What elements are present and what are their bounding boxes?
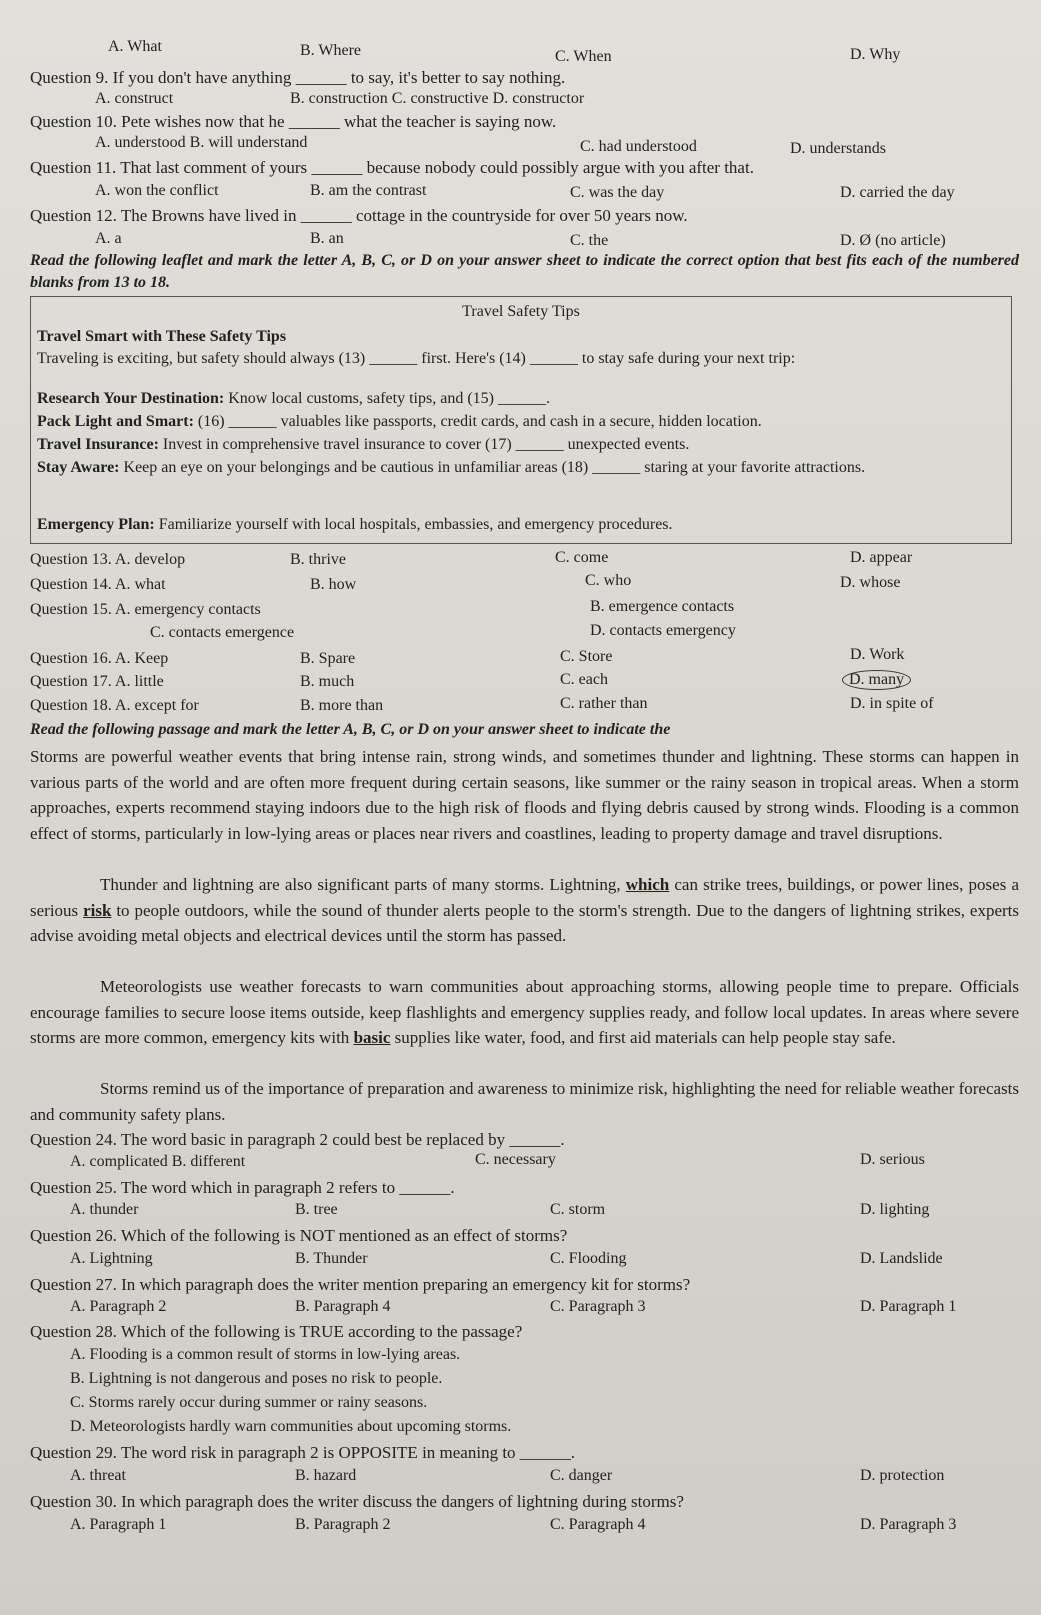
aware-label: Stay Aware: <box>37 459 120 476</box>
q25-option-a: A. thunder <box>70 1201 139 1218</box>
p3-part-b: supplies like water, food, and first aid materials can help people stay safe. <box>390 1028 896 1047</box>
q30-option-c: C. Paragraph 4 <box>550 1516 646 1533</box>
q29-option-a: A. threat <box>70 1467 126 1484</box>
q28-option-b: B. Lightning is not dangerous and poses no risk to people. <box>70 1370 443 1387</box>
leaflet-research <box>37 389 1005 408</box>
question-11: Question 11. That last comment of yours ______ because nobody could possibly argue with you after that. <box>30 158 754 177</box>
p2-part-a: Thunder and lightning are also significant parts of many storms. Lightning, <box>100 875 626 894</box>
insurance-label: Travel Insurance: <box>37 436 159 453</box>
q15-option-d: D. contacts emergency <box>590 622 736 639</box>
emergency-text: Familiarize yourself with local hospitals, embassies, and emergency procedures. <box>154 516 673 533</box>
q17-option-b: B. much <box>300 673 355 690</box>
question-24: Question 24. The word basic in paragraph 2 could best be replaced by ______. <box>30 1130 565 1149</box>
q14-option-c: C. who <box>585 572 632 589</box>
q27-option-a: A. Paragraph 2 <box>70 1298 167 1315</box>
q26-option-b: B. Thunder <box>295 1250 368 1267</box>
q28-option-d: D. Meteorologists hardly warn communities about upcoming storms. <box>70 1418 512 1435</box>
leaflet-heading: Travel Smart with These Safety Tips <box>37 328 287 345</box>
leaflet-emergency <box>37 515 1005 534</box>
option-b: B. Where <box>300 42 362 59</box>
q10-option-c: C. had understood <box>580 138 697 155</box>
q30-option-d: D. Paragraph 3 <box>860 1516 957 1533</box>
option-d: D. Why <box>850 46 901 63</box>
q14-option-d: D. whose <box>840 574 901 591</box>
q13-option-b: B. thrive <box>290 551 346 568</box>
q12-option-c: C. the <box>570 232 609 249</box>
q10-option-d: D. understands <box>790 140 886 157</box>
q18-option-b: B. more than <box>300 697 384 714</box>
question-25: Question 25. The word which in paragraph 2 refers to ______. <box>30 1178 455 1197</box>
word-risk: risk <box>83 900 112 920</box>
insurance-text: Invest in comprehensive travel insurance to cover (17) ______ unexpected events. <box>158 436 690 453</box>
word-which: which <box>625 875 670 894</box>
q28-option-c: C. Storms rarely occur during summer or rainy seasons. <box>70 1394 428 1411</box>
q27-option-d: D. Paragraph 1 <box>860 1298 957 1315</box>
q17-option-d-circled: D. many <box>842 670 911 690</box>
q26-option-d: D. Landslide <box>860 1250 943 1267</box>
q16-option-a: Question 16. A. Keep <box>30 650 169 667</box>
q18-option-c: C. rather than <box>560 695 648 712</box>
aware-text: Keep an eye on your belongings and be cautious in unfamiliar areas (18) ______ staring at your favorite attractions. <box>119 459 866 476</box>
leaflet-title: Travel Safety Tips <box>462 303 580 320</box>
q26-option-c: C. Flooding <box>550 1250 627 1267</box>
question-12: Question 12. The Browns have lived in ______ cottage in the countryside for over 50 years now. <box>30 206 688 225</box>
q11-option-c: C. was the day <box>570 184 665 201</box>
q29-option-b: B. hazard <box>295 1467 357 1484</box>
question-27: Question 27. In which paragraph does the writer mention preparing an emergency kit for storms? <box>30 1275 691 1294</box>
q15-option-a: Question 15. A. emergency contacts <box>30 601 261 618</box>
q25-option-c: C. storm <box>550 1201 606 1218</box>
q28-option-a: A. Flooding is a common result of storms in low-lying areas. <box>70 1346 461 1363</box>
research-label: Research Your Destination: <box>37 390 225 407</box>
leaflet-insurance <box>37 435 1005 454</box>
leaflet-pack <box>37 412 1005 431</box>
leaflet-aware <box>37 458 1005 477</box>
q29-option-d: D. protection <box>860 1467 945 1484</box>
q18-option-d: D. in spite of <box>850 695 934 712</box>
leaflet-box <box>30 296 1012 544</box>
q25-option-d: D. lighting <box>860 1201 930 1218</box>
q11-option-b: B. am the contrast <box>310 182 427 199</box>
p3-part-a: Meteorologists use weather forecasts to warn communities about approaching storms, allowing people time to prepare. Officials encourage families to secure loose items outside, keep flashlights and emergency supplies ready, and follow local updates. In areas where severe storms are more common, emergency kits with <box>30 977 1019 1047</box>
q15-option-c: C. contacts emergence <box>150 624 295 641</box>
q14-option-a: Question 14. A. what <box>30 576 166 593</box>
p2-part-b: can strike trees, buildings, or power lines, poses a serious <box>30 875 1019 920</box>
q29-option-c: C. danger <box>550 1467 613 1484</box>
pack-label: Pack Light and Smart: <box>37 413 194 430</box>
pack-text: (16) ______ valuables like passports, credit cards, and cash in a secure, hidden location. <box>193 413 762 430</box>
q24-option-d: D. serious <box>860 1151 925 1168</box>
q16-option-b: B. Spare <box>300 650 356 667</box>
passage-paragraph-1: Storms are powerful weather events that bring intense rain, strong winds, and sometimes thunder and lightning. These storms can happen in various parts of the world and are often more frequent during certain seasons, like summer or the rainy season in tropical areas. When a storm approaches, experts recommend staying indoors due to the high risk of floods and flying debris caused by strong winds. Flooding is a common effect of storms, particularly in low-lying areas or places near rivers and coastlines, leading to property damage and travel disruptions. <box>30 747 1019 843</box>
emergency-label: Emergency Plan: <box>37 516 155 533</box>
q12-option-b: B. an <box>310 230 344 247</box>
q18-option-a: Question 18. A. except for <box>30 697 199 714</box>
q11-option-a: A. won the conflict <box>95 182 219 199</box>
q30-option-a: A. Paragraph 1 <box>70 1516 167 1533</box>
q15-option-b: B. emergence contacts <box>590 598 735 615</box>
word-basic: basic <box>353 1028 391 1047</box>
option-c: C. When <box>555 48 612 65</box>
q16-option-d: D. Work <box>850 646 905 663</box>
option-a: A. What <box>108 38 162 55</box>
question-28: Question 28. Which of the following is TRUE according to the passage? <box>30 1322 523 1341</box>
q9-option-a: A. construct <box>95 90 174 107</box>
q12-option-d: D. Ø (no article) <box>840 232 946 249</box>
q17-option-a: Question 17. A. little <box>30 673 164 690</box>
q24-option-ab: A. complicated B. different <box>70 1153 246 1170</box>
q13-option-a: Question 13. A. develop <box>30 551 186 568</box>
passage-paragraph-3 <box>30 974 1019 1051</box>
q14-option-b: B. how <box>310 576 357 593</box>
passage-paragraph-2 <box>30 872 1019 949</box>
question-29: Question 29. The word risk in paragraph 2 is OPPOSITE in meaning to ______. <box>30 1443 576 1462</box>
instruction-passage: Read the following passage and mark the letter A, B, C, or D on your answer sheet to indicate the <box>30 721 671 738</box>
q12-option-a: A. a <box>95 230 122 247</box>
q25-option-b: B. tree <box>295 1201 338 1218</box>
question-26: Question 26. Which of the following is NOT mentioned as an effect of storms? <box>30 1226 568 1245</box>
q27-option-b: B. Paragraph 4 <box>295 1298 391 1315</box>
q26-option-a: A. Lightning <box>70 1250 153 1267</box>
q27-option-c: C. Paragraph 3 <box>550 1298 646 1315</box>
q13-option-d: D. appear <box>850 549 913 566</box>
leaflet-intro: Traveling is exciting, but safety should always (13) ______ first. Here's (14) ______ to stay safe during your next trip: <box>37 350 796 367</box>
research-text: Know local customs, safety tips, and (15) ______. <box>224 390 550 407</box>
question-10: Question 10. Pete wishes now that he ______ what the teacher is saying now. <box>30 112 557 131</box>
q10-option-ab: A. understood B. will understand <box>95 134 308 151</box>
q16-option-c: C. Store <box>560 648 613 665</box>
passage-paragraph-4: Storms remind us of the importance of preparation and awareness to minimize risk, highlighting the need for reliable weather forecasts and community safety plans. <box>30 1079 1019 1124</box>
q11-option-d: D. carried the day <box>840 184 955 201</box>
q13-option-c: C. come <box>555 549 609 566</box>
question-9: Question 9. If you don't have anything ______ to say, it's better to say nothing. <box>30 68 566 87</box>
question-30: Question 30. In which paragraph does the writer discuss the dangers of lightning during storms? <box>30 1492 684 1511</box>
q24-option-c: C. necessary <box>475 1151 556 1168</box>
q9-option-bcd: B. construction C. constructive D. constructor <box>290 90 585 107</box>
p2-part-c: to people outdoors, while the sound of thunder alerts people to the storm's strength. Due to the dangers of lightning strikes, experts advise avoiding metal objects and electrical devices until the storm has passed. <box>30 900 1019 945</box>
q17-option-c: C. each <box>560 671 608 688</box>
q30-option-b: B. Paragraph 2 <box>295 1516 391 1533</box>
instruction-leaflet: Read the following leaflet and mark the letter A, B, C, or D on your answer sheet to indicate the correct option that best fits each of the numbered blanks from 13 to 18. <box>30 252 1019 291</box>
